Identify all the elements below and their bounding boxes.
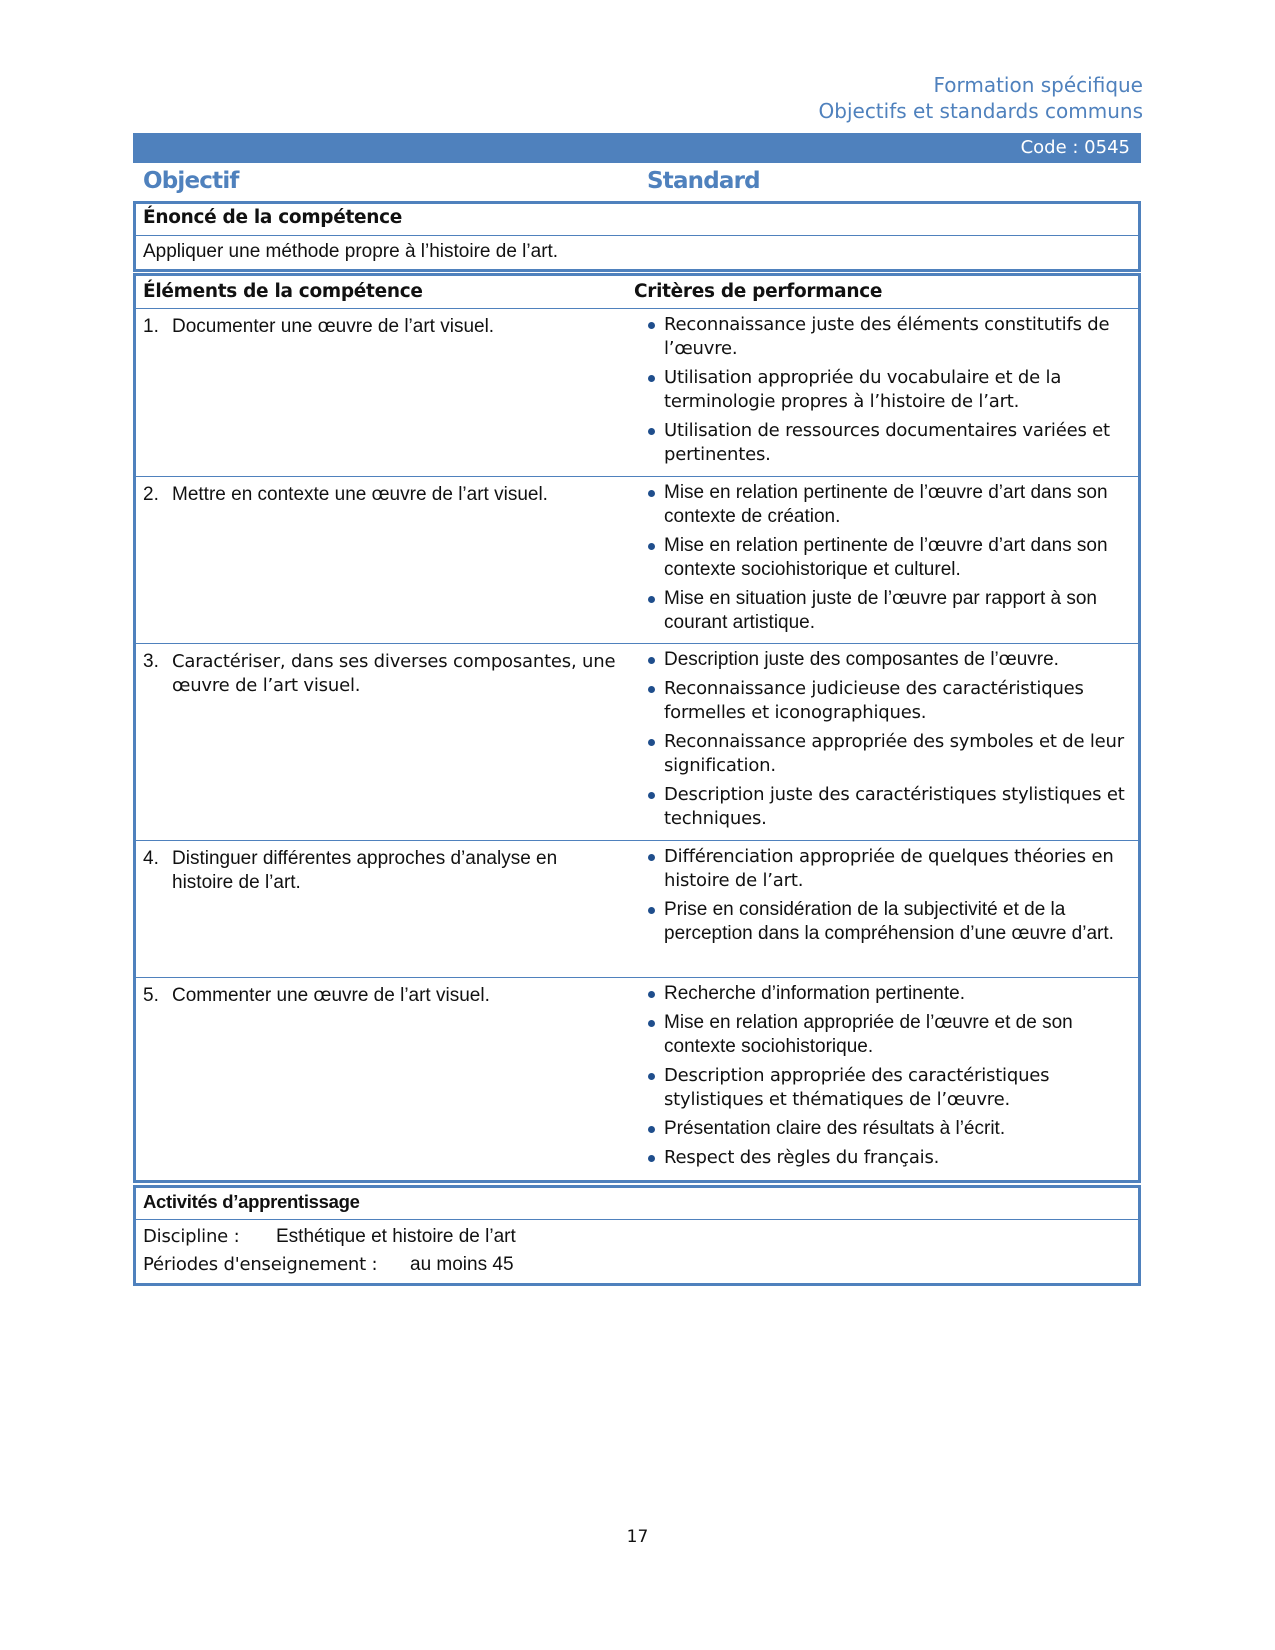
element-number: 5. [143, 985, 159, 1006]
list-item: Présentation claire des résultats à l’écrit. [634, 1117, 1138, 1141]
periodes-label: Périodes d'enseignement : [143, 1254, 378, 1275]
enonce-title: Énoncé de la compétence [143, 207, 403, 228]
bullet-icon [634, 1064, 664, 1112]
elements-header: Éléments de la compétence [143, 281, 423, 302]
list-item: Prise en considération de la subjectivité et de la perception dans la compréhension d’une œuvre d’art. [634, 898, 1138, 946]
column-heading-objectif: Objectif [143, 168, 239, 194]
criteria-list [634, 313, 1138, 467]
criteria-list [634, 845, 1138, 946]
bullet-icon [634, 1011, 664, 1059]
list-item: Mise en situation juste de l’œuvre par rapport à son courant artistique. [634, 587, 1138, 635]
list-item: Reconnaissance juste des éléments constitutifs de l’œuvre. [634, 313, 1138, 361]
enonce-header-row [136, 204, 1138, 235]
bullet-icon [634, 313, 664, 361]
list-item: Description appropriée des caractéristiques stylistiques et thématiques de l’œuvre. [634, 1064, 1138, 1112]
bullet-icon [634, 783, 664, 831]
bullet-icon [634, 587, 664, 635]
bullet-icon [634, 982, 664, 1006]
list-item: Recherche d’information pertinente. [634, 982, 1138, 1006]
element-label: Distinguer différentes approches d’analyse en histoire de l’art. [172, 848, 558, 893]
running-header [819, 72, 1143, 124]
elements-table [133, 273, 1141, 1183]
criteria-list [634, 648, 1138, 831]
element-label: Mettre en contexte une œuvre de l’art visuel. [172, 484, 548, 505]
course-code: Code : 0545 [1020, 137, 1130, 158]
criteria-header: Critères de performance [634, 281, 883, 302]
bullet-icon [634, 534, 664, 582]
list-item: Utilisation appropriée du vocabulaire et de la terminologie propres à l’histoire de l’art. [634, 366, 1138, 414]
element-label: Commenter une œuvre de l’art visuel. [172, 985, 490, 1006]
list-item: Mise en relation pertinente de l’œuvre d’art dans son contexte sociohistorique et culturel. [634, 534, 1138, 582]
bullet-icon [634, 648, 664, 672]
bullet-icon [634, 1117, 664, 1141]
header-section-title: Formation spécifique [933, 73, 1143, 97]
column-heading-standard: Standard [647, 168, 760, 194]
criteria-list [634, 982, 1138, 1170]
element-label: Caractériser, dans ses diverses composantes, une œuvre de l’art visuel. [172, 651, 616, 696]
enonce-text: Appliquer une méthode propre à l’histoire de l’art. [143, 241, 559, 262]
list-item: Description juste des caractéristiques stylistiques et techniques. [634, 783, 1138, 831]
list-item: Utilisation de ressources documentaires variées et pertinentes. [634, 419, 1138, 467]
list-item: Description juste des composantes de l’œuvre. [634, 648, 1138, 672]
activites-header-row [136, 1188, 1138, 1219]
activites-box [133, 1185, 1141, 1286]
bullet-icon [634, 898, 664, 946]
bullet-icon [634, 419, 664, 467]
table-row [136, 840, 1138, 977]
table-row [136, 476, 1138, 643]
element-label: Documenter une œuvre de l’art visuel. [172, 316, 495, 337]
element-number: 1. [143, 316, 159, 337]
activites-title: Activités d’apprentissage [143, 1191, 360, 1212]
list-item: Reconnaissance judicieuse des caractéristiques formelles et iconographiques. [634, 677, 1138, 725]
bullet-icon [634, 1146, 664, 1170]
discipline-value: Esthétique et histoire de l’art [276, 1226, 516, 1247]
page-number: 17 [626, 1527, 649, 1547]
code-bar [133, 133, 1141, 163]
enonce-box [133, 201, 1141, 272]
list-item: Différenciation appropriée de quelques théories en histoire de l’art. [634, 845, 1138, 893]
bullet-icon [634, 730, 664, 778]
table-row [136, 977, 1138, 1180]
bullet-icon [634, 366, 664, 414]
periodes-value: au moins 45 [410, 1254, 514, 1275]
activites-details [136, 1219, 1138, 1279]
elements-table-header [136, 276, 1138, 308]
element-number: 4. [143, 848, 159, 869]
criteria-list [634, 481, 1138, 635]
list-item: Reconnaissance appropriée des symboles et de leur signification. [634, 730, 1138, 778]
list-item: Mise en relation pertinente de l’œuvre d’art dans son contexte de création. [634, 481, 1138, 529]
discipline-label: Discipline : [143, 1226, 240, 1247]
bullet-icon [634, 677, 664, 725]
bullet-icon [634, 845, 664, 893]
header-section-subtitle: Objectifs et standards communs [818, 99, 1143, 123]
element-number: 2. [143, 484, 159, 505]
enonce-text-row [136, 235, 1138, 264]
table-row [136, 643, 1138, 840]
bullet-icon [634, 481, 664, 529]
table-row [136, 308, 1138, 476]
list-item: Respect des règles du français. [634, 1146, 1138, 1170]
element-number: 3. [143, 651, 159, 672]
list-item: Mise en relation appropriée de l’œuvre et de son contexte sociohistorique. [634, 1011, 1138, 1059]
